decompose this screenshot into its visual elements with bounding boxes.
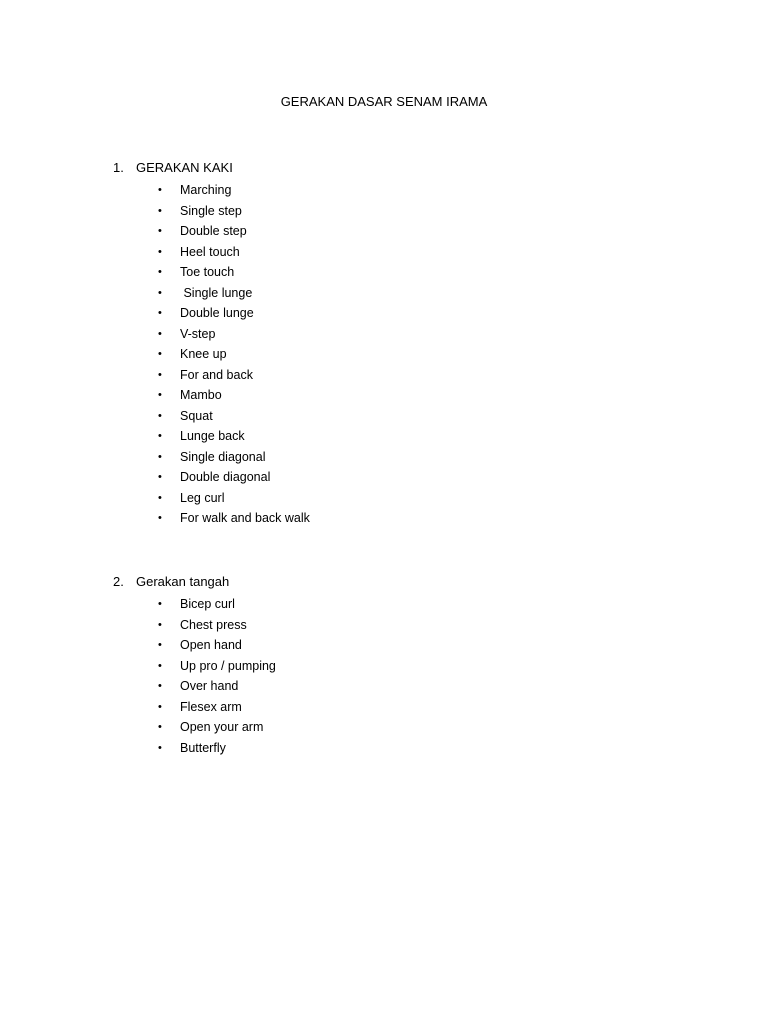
bullet-icon: • (158, 286, 162, 299)
bullet-icon: • (158, 327, 162, 340)
section-title: GERAKAN KAKI (136, 160, 233, 175)
list-item (0, 656, 768, 677)
section-number: 1. (113, 160, 124, 175)
bullet-icon: • (158, 307, 162, 319)
list-item-text: Double diagonal (180, 470, 271, 484)
list-item (0, 738, 768, 759)
list-item-text: Leg curl (180, 490, 225, 505)
list-item (0, 508, 768, 529)
list-item-text: Squat (180, 408, 213, 423)
list-item (0, 676, 768, 697)
bullet-icon: • (158, 389, 162, 401)
list-item (0, 365, 768, 386)
list-item-text: Open hand (180, 638, 242, 652)
bullet-icon: • (158, 598, 162, 610)
bullet-icon: • (158, 450, 162, 463)
bullet-icon: • (158, 491, 162, 504)
list-item-text: Bicep curl (180, 597, 235, 611)
list-item (0, 242, 768, 263)
bullet-icon: • (158, 721, 162, 733)
bullet-icon: • (158, 225, 162, 237)
list-item-text: Double step (180, 224, 247, 238)
list-item (0, 344, 768, 365)
section-heading (0, 160, 768, 176)
list-item-text: For walk and back walk (180, 511, 310, 525)
list-item-text: V-step (180, 326, 216, 341)
list-item (0, 615, 768, 636)
document-title: GERAKAN DASAR SENAM IRAMA (280, 94, 488, 109)
bullet-icon: • (158, 368, 162, 381)
list-item (0, 594, 768, 615)
bullet-icon: • (158, 471, 162, 483)
list-item-text: Toe touch (180, 265, 235, 279)
list-item (0, 697, 768, 718)
leg-movements-list (0, 180, 768, 529)
list-item-text: Lunge back (180, 429, 245, 443)
list-item-text: Over hand (180, 679, 239, 693)
section-heading (0, 574, 768, 590)
bullet-icon: • (158, 245, 162, 258)
bullet-icon: • (158, 618, 162, 631)
list-item-text: Single lunge (180, 285, 253, 300)
list-item (0, 467, 768, 488)
bullet-icon: • (158, 741, 162, 754)
list-item-text: Single diagonal (180, 449, 266, 464)
list-item-text: Knee up (180, 347, 227, 361)
list-item-text: Double lunge (180, 306, 254, 320)
section-title: Gerakan tangah (136, 574, 230, 589)
bullet-icon: • (158, 639, 162, 651)
bullet-icon: • (158, 204, 162, 217)
bullet-icon: • (158, 680, 162, 692)
list-item (0, 262, 768, 283)
bullet-icon: • (158, 700, 162, 713)
list-item (0, 406, 768, 427)
list-item-text: Up pro / pumping (180, 658, 276, 673)
list-item (0, 717, 768, 738)
bullet-icon: • (158, 512, 162, 524)
bullet-icon: • (158, 184, 162, 196)
bullet-icon: • (158, 409, 162, 422)
list-item (0, 303, 768, 324)
list-item (0, 324, 768, 345)
list-item (0, 201, 768, 222)
list-item-text: Open your arm (180, 720, 264, 734)
list-item-text: Mambo (180, 388, 222, 402)
list-item (0, 180, 768, 201)
list-item-text: Heel touch (180, 244, 240, 259)
list-item-text: Butterfly (180, 740, 226, 755)
bullet-icon: • (158, 659, 162, 672)
list-item-text: Flesex arm (180, 699, 242, 714)
list-item (0, 635, 768, 656)
bullet-icon: • (158, 348, 162, 360)
list-item-text: Single step (180, 203, 242, 218)
bullet-icon: • (158, 266, 162, 278)
list-item-text: Chest press (180, 617, 247, 632)
section-gerakan-tangah (0, 574, 768, 758)
list-item (0, 447, 768, 468)
section-gerakan-kaki (0, 160, 768, 529)
list-item (0, 283, 768, 304)
arm-movements-list (0, 594, 768, 758)
list-item-text: Marching (180, 183, 232, 197)
section-number: 2. (113, 574, 124, 589)
bullet-icon: • (158, 430, 162, 442)
list-item (0, 221, 768, 242)
list-item (0, 426, 768, 447)
list-item-text: For and back (180, 367, 253, 382)
list-item (0, 385, 768, 406)
list-item (0, 488, 768, 509)
